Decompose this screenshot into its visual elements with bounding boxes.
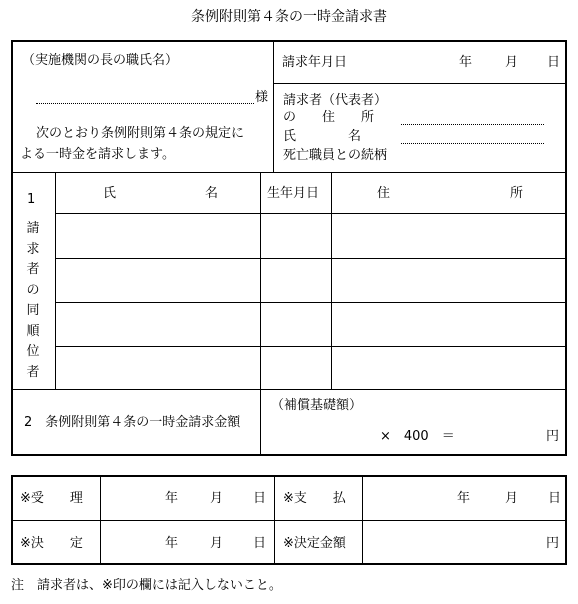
office-label-line-left — [100, 476, 101, 564]
received-day: 日 — [253, 491, 267, 506]
request-text-line2: よる一時金を請求します。 — [20, 147, 175, 162]
yen-label: 円 — [546, 429, 560, 444]
name-column-line — [260, 172, 261, 389]
table-row-line-1 — [55, 258, 566, 259]
payment-day: 日 — [548, 491, 562, 506]
decided-amount-yen: 円 — [546, 536, 560, 551]
section1-number: 1 — [27, 192, 36, 207]
vertical-char: 請 — [26, 221, 40, 236]
address-input-line[interactable] — [401, 124, 544, 125]
birth-column-line — [331, 172, 332, 389]
page-title: 条例附則第４条の一時金請求書 — [191, 9, 387, 25]
header-divider-request-date — [274, 83, 566, 84]
column-header-name-a: 氏 — [103, 186, 117, 201]
section2-label: 2 条例附則第４条の一時金請求金額 — [24, 415, 241, 430]
header-bottom-line — [12, 172, 566, 173]
decided-day: 日 — [253, 536, 267, 551]
claimant-label: 請求者（代表者） — [283, 93, 388, 108]
column-header-address-a: 住 — [377, 186, 391, 201]
decided-month: 月 — [210, 536, 224, 551]
column-header-name-b: 名 — [205, 186, 219, 201]
column-header-birthdate: 生年月日 — [267, 186, 320, 201]
request-date-label: 請求年月日 — [282, 55, 348, 70]
name-input-line[interactable] — [401, 143, 544, 144]
vertical-char: 同 — [26, 303, 40, 318]
received-year: 年 — [165, 491, 179, 506]
received-month: 月 — [210, 491, 224, 506]
office-label-line-right — [362, 476, 363, 564]
table-header-line — [55, 213, 566, 214]
agency-label: （実施機関の長の職氏名） — [22, 53, 179, 68]
header-divider-vertical — [273, 41, 274, 172]
received-label: ※受 理 — [20, 491, 83, 506]
request-text-line1: 次のとおり条例附則第４条の規定に — [36, 126, 245, 141]
vertical-char: の — [26, 282, 40, 298]
decided-amount-label: ※決定金額 — [283, 536, 346, 551]
request-year-label: 年 — [459, 55, 473, 70]
payment-month: 月 — [505, 491, 519, 506]
vertical-char: 求 — [26, 241, 40, 257]
vertical-char: 順 — [26, 323, 40, 339]
footnote: 注 請求者は、※印の欄には記入しないこと。 — [11, 578, 282, 593]
sama-label: 様 — [255, 90, 269, 105]
request-day-label: 日 — [547, 55, 561, 70]
vertical-char: 位 — [26, 344, 40, 359]
payment-label: ※支 払 — [283, 491, 346, 506]
decided-label: ※決 定 — [20, 536, 83, 551]
column-header-address-b: 所 — [510, 186, 524, 201]
payment-year: 年 — [457, 491, 471, 506]
section2-divider — [260, 389, 261, 455]
section1-left-column-line — [55, 172, 56, 389]
base-amount-label: （補償基礎額） — [271, 398, 363, 413]
address-label: の 住 所 — [283, 110, 375, 125]
table-row-line-2 — [55, 302, 566, 303]
agency-name-line[interactable] — [36, 103, 254, 104]
decided-year: 年 — [165, 536, 179, 551]
multiplier-text: × 400 ＝ — [380, 429, 455, 444]
request-month-label: 月 — [505, 55, 519, 70]
vertical-char: 者 — [26, 364, 40, 380]
office-center-line — [274, 476, 275, 564]
section1-vertical-label — [25, 219, 41, 383]
table-row-line-3 — [55, 346, 566, 347]
vertical-char: 者 — [26, 262, 40, 277]
office-row-line — [12, 520, 566, 521]
name-label: 氏 名 — [283, 129, 362, 144]
relation-label: 死亡職員との続柄 — [283, 148, 388, 163]
section1-bottom-line — [12, 389, 566, 390]
